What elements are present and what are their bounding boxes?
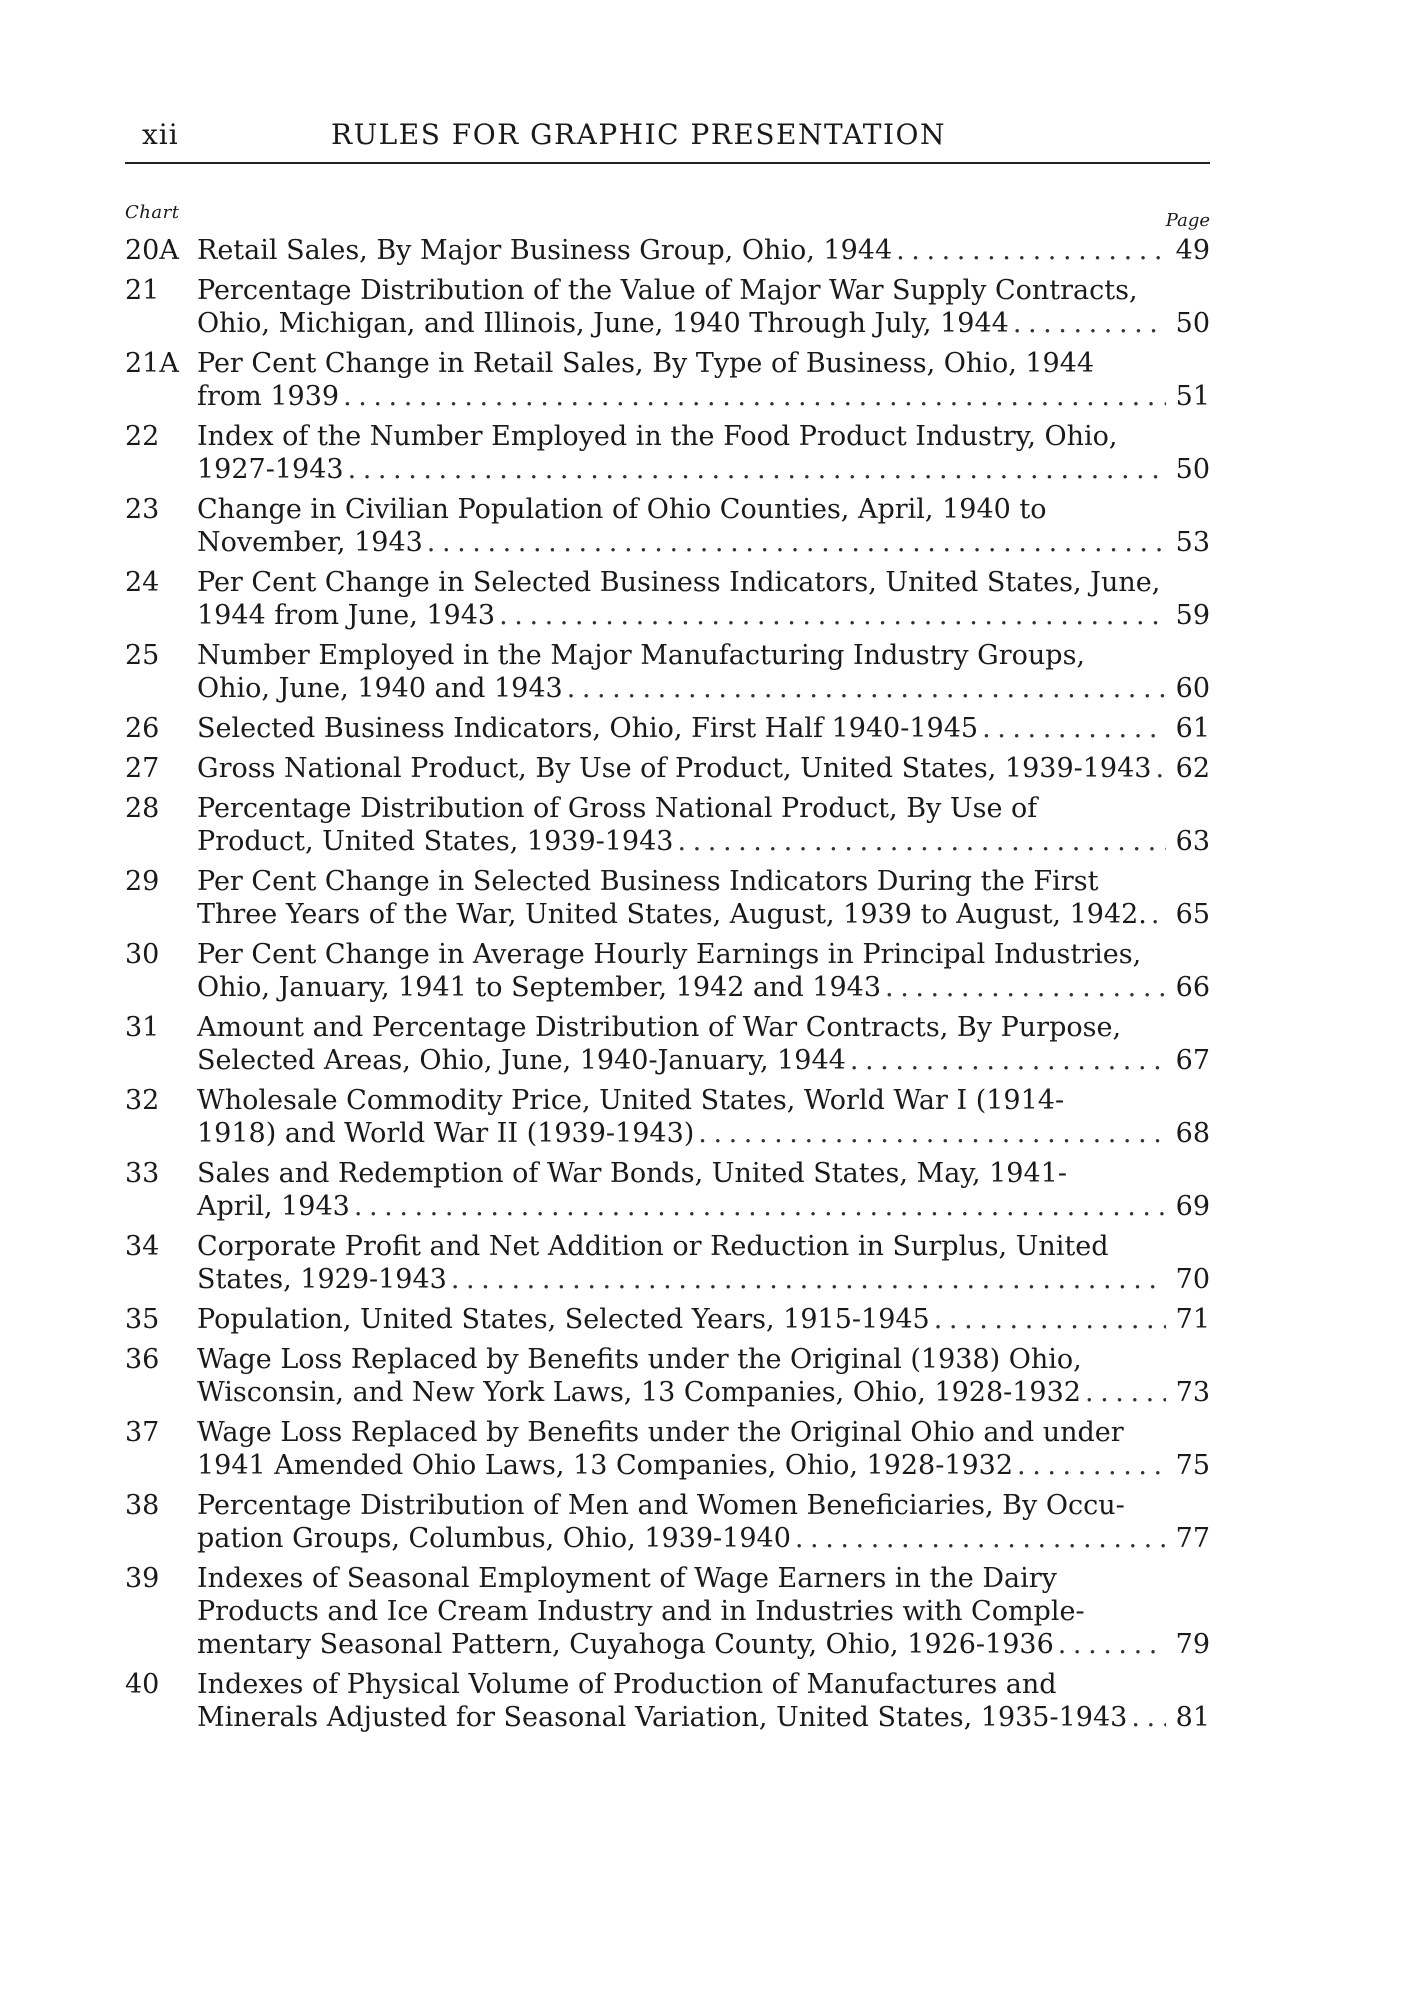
chart-title-text: Ohio, June, 1940 and 1943 xyxy=(197,673,563,704)
dot-leader xyxy=(563,672,1166,705)
chart-title-line: Indexes of Seasonal Employment of Wage Earners in the Dairy xyxy=(197,1563,1057,1594)
running-head-title: RULES FOR GRAPHIC PRESENTATION xyxy=(331,118,946,151)
chart-title-line xyxy=(197,1522,1166,1555)
column-headers xyxy=(125,198,1210,234)
list-item xyxy=(125,1230,1210,1296)
page-reference: 70 xyxy=(1175,1264,1210,1295)
chart-number: 40 xyxy=(125,1669,160,1700)
page-reference: 59 xyxy=(1175,600,1210,631)
list-item xyxy=(125,938,1210,1004)
chart-title-line xyxy=(197,752,1166,785)
list-item xyxy=(125,1084,1210,1150)
list-item xyxy=(125,1011,1210,1077)
dot-leader xyxy=(930,1303,1166,1336)
chart-title-line: Wholesale Commodity Price, United States, World War I (1914- xyxy=(197,1085,1065,1116)
chart-title-line: Per Cent Change in Retail Sales, By Type of Business, Ohio, 1944 xyxy=(197,348,1095,379)
dot-leader xyxy=(694,1117,1166,1150)
chart-number: 29 xyxy=(125,866,160,897)
chart-title-line: Sales and Redemption of War Bonds, United States, May, 1941- xyxy=(197,1158,1067,1189)
list-item xyxy=(125,1157,1210,1223)
dot-leader xyxy=(1009,307,1166,340)
chart-title-line xyxy=(197,1701,1166,1734)
chart-number: 21 xyxy=(125,275,160,306)
chart-number: 32 xyxy=(125,1085,160,1116)
chart-title-text: Selected Areas, Ohio, June, 1940-January, 1944 xyxy=(197,1045,846,1076)
dot-leader xyxy=(344,453,1166,486)
page-reference: 73 xyxy=(1175,1377,1210,1408)
chart-title-text: Product, United States, 1939-1943 xyxy=(197,826,674,857)
chart-title-line xyxy=(197,1117,1166,1150)
list-item xyxy=(125,493,1210,559)
page-number: xii xyxy=(142,118,179,151)
list-item xyxy=(125,1416,1210,1482)
list-item xyxy=(125,1303,1210,1336)
chart-title-text: Retail Sales, By Major Business Group, Ohio, 1944 xyxy=(197,235,893,266)
dot-leader xyxy=(1054,1628,1166,1661)
list-item xyxy=(125,1343,1210,1409)
chart-title-line: Wage Loss Replaced by Benefits under the Original Ohio and under xyxy=(197,1417,1124,1448)
chart-title-line xyxy=(197,971,1166,1004)
chart-number: 20A xyxy=(125,235,179,266)
chart-list xyxy=(125,234,1210,1734)
chart-title-text: Three Years of the War, United States, August, 1939 to August, 1942. xyxy=(197,899,1147,930)
chart-title-line: Percentage Distribution of Gross National Product, By Use of xyxy=(197,793,1038,824)
list-item xyxy=(125,792,1210,858)
page-reference: 49 xyxy=(1175,235,1210,266)
chart-number: 31 xyxy=(125,1012,160,1043)
chart-title-line: Products and Ice Cream Industry and in Industries with Comple- xyxy=(197,1596,1085,1627)
dot-leader xyxy=(846,1044,1166,1077)
list-item xyxy=(125,1562,1210,1661)
page-reference: 69 xyxy=(1175,1191,1210,1222)
chart-title-line xyxy=(197,453,1166,486)
list-item xyxy=(125,234,1210,267)
chart-title-line xyxy=(197,1303,1166,1336)
chart-number: 37 xyxy=(125,1417,160,1448)
chart-title-text: Wisconsin, and New York Laws, 13 Companies, Ohio, 1928-1932 xyxy=(197,1377,1081,1408)
list-item xyxy=(125,420,1210,486)
dot-leader xyxy=(881,971,1166,1004)
dot-leader xyxy=(673,825,1166,858)
page-reference: 67 xyxy=(1175,1045,1210,1076)
chart-title-line: Amount and Percentage Distribution of War Contracts, By Purpose, xyxy=(197,1012,1122,1043)
chart-title-text: Ohio, Michigan, and Illinois, June, 1940 Through July, 1944 xyxy=(197,308,1009,339)
chart-number: 27 xyxy=(125,753,160,784)
list-item xyxy=(125,712,1210,745)
chart-title-line: Per Cent Change in Average Hourly Earnings in Principal Industries, xyxy=(197,939,1142,970)
list-item xyxy=(125,1489,1210,1555)
dot-leader xyxy=(495,599,1166,632)
page-column-header: Page xyxy=(1165,210,1210,231)
page-reference: 66 xyxy=(1175,972,1210,1003)
chart-title-text: Minerals Adjusted for Seasonal Variation, United States, 1935-1943 xyxy=(197,1702,1128,1733)
chart-title-text: April, 1943 xyxy=(197,1191,350,1222)
page-reference: 60 xyxy=(1175,673,1210,704)
chart-title-line: Per Cent Change in Selected Business Indicators During the First xyxy=(197,866,1099,897)
chart-title-text: 1941 Amended Ohio Laws, 13 Companies, Ohio, 1928-1932 xyxy=(197,1450,1014,1481)
list-item xyxy=(125,865,1210,931)
chart-number: 30 xyxy=(125,939,160,970)
chart-number: 35 xyxy=(125,1304,160,1335)
chart-title-text: 1918) and World War II (1939-1943) xyxy=(197,1118,695,1149)
chart-title-text: mentary Seasonal Pattern, Cuyahoga County, Ohio, 1926-1936 xyxy=(197,1629,1054,1660)
chart-column-header: Chart xyxy=(125,202,180,223)
chart-number: 21A xyxy=(125,348,179,379)
chart-title-text: pation Groups, Columbus, Ohio, 1939-1940 xyxy=(197,1523,791,1554)
chart-number: 39 xyxy=(125,1563,160,1594)
page xyxy=(125,118,1210,1741)
dot-leader xyxy=(892,234,1166,267)
chart-number: 36 xyxy=(125,1344,160,1375)
chart-number: 38 xyxy=(125,1490,160,1521)
page-reference: 81 xyxy=(1175,1702,1210,1733)
list-item xyxy=(125,566,1210,632)
chart-number: 24 xyxy=(125,567,160,598)
page-reference: 65 xyxy=(1175,899,1210,930)
chart-number: 28 xyxy=(125,793,160,824)
chart-title-line: Index of the Number Employed in the Food Product Industry, Ohio, xyxy=(197,421,1118,452)
page-reference: 75 xyxy=(1175,1450,1210,1481)
chart-title-line xyxy=(197,672,1166,705)
chart-title-line xyxy=(197,1449,1166,1482)
chart-title-line: Percentage Distribution of Men and Women Beneficiaries, By Occu- xyxy=(197,1490,1125,1521)
chart-number: 33 xyxy=(125,1158,160,1189)
chart-title-text: States, 1929-1943 xyxy=(197,1264,447,1295)
chart-number: 25 xyxy=(125,640,160,671)
chart-number: 22 xyxy=(125,421,160,452)
dot-leader xyxy=(1147,898,1166,931)
chart-number: 23 xyxy=(125,494,160,525)
dot-leader xyxy=(1081,1376,1166,1409)
dot-leader xyxy=(1151,752,1166,785)
chart-title-line xyxy=(197,1628,1166,1661)
chart-title-text: Gross National Product, By Use of Product, United States, 1939-1943 xyxy=(197,753,1152,784)
page-reference: 79 xyxy=(1175,1629,1210,1660)
dot-leader xyxy=(339,380,1166,413)
chart-title-line xyxy=(197,307,1166,340)
chart-title-line xyxy=(197,1263,1166,1296)
chart-title-line: Percentage Distribution of the Value of Major War Supply Contracts, xyxy=(197,275,1138,306)
chart-title-text: Selected Business Indicators, Ohio, First Half 1940-1945 xyxy=(197,713,979,744)
list-item xyxy=(125,274,1210,340)
chart-title-text: Ohio, January, 1941 to September, 1942 and 1943 xyxy=(197,972,882,1003)
list-item xyxy=(125,639,1210,705)
chart-title-line xyxy=(197,898,1166,931)
chart-title-text: from 1939 xyxy=(197,381,340,412)
chart-number: 34 xyxy=(125,1231,160,1262)
chart-title-line xyxy=(197,825,1166,858)
chart-number: 26 xyxy=(125,713,160,744)
dot-leader xyxy=(978,712,1166,745)
dot-leader xyxy=(1127,1701,1166,1734)
page-reference: 62 xyxy=(1175,753,1210,784)
page-reference: 63 xyxy=(1175,826,1210,857)
page-reference: 77 xyxy=(1175,1523,1210,1554)
chart-title-line xyxy=(197,234,1166,267)
chart-title-text: 1927-1943 xyxy=(197,454,344,485)
page-reference: 61 xyxy=(1175,713,1210,744)
dot-leader xyxy=(791,1522,1166,1555)
chart-title-line: Number Employed in the Major Manufacturing Industry Groups, xyxy=(197,640,1086,671)
chart-title-line xyxy=(197,1190,1166,1223)
page-reference: 71 xyxy=(1175,1304,1210,1335)
dot-leader xyxy=(447,1263,1166,1296)
dot-leader xyxy=(1013,1449,1166,1482)
chart-title-line: Wage Loss Replaced by Benefits under the Original (1938) Ohio, xyxy=(197,1344,1082,1375)
list-item xyxy=(125,347,1210,413)
chart-title-text: Population, United States, Selected Years, 1915-1945 xyxy=(197,1304,930,1335)
chart-title-line xyxy=(197,1044,1166,1077)
chart-title-line xyxy=(197,380,1166,413)
chart-title-line xyxy=(197,1376,1166,1409)
chart-title-text: 1944 from June, 1943 xyxy=(197,600,496,631)
page-reference: 50 xyxy=(1175,454,1210,485)
running-head xyxy=(125,118,1210,164)
chart-title-text: November, 1943 xyxy=(197,527,423,558)
page-reference: 53 xyxy=(1175,527,1210,558)
chart-title-line: Corporate Profit and Net Addition or Reduction in Surplus, United xyxy=(197,1231,1109,1262)
chart-title-line xyxy=(197,712,1166,745)
page-reference: 50 xyxy=(1175,308,1210,339)
chart-title-line xyxy=(197,526,1166,559)
list-item xyxy=(125,752,1210,785)
chart-title-line xyxy=(197,599,1166,632)
chart-title-line: Indexes of Physical Volume of Production of Manufactures and xyxy=(197,1669,1057,1700)
dot-leader xyxy=(350,1190,1166,1223)
list-item xyxy=(125,1668,1210,1734)
dot-leader xyxy=(423,526,1166,559)
page-reference: 68 xyxy=(1175,1118,1210,1149)
chart-title-line: Per Cent Change in Selected Business Indicators, United States, June, xyxy=(197,567,1161,598)
page-reference: 51 xyxy=(1175,381,1210,412)
chart-title-line: Change in Civilian Population of Ohio Counties, April, 1940 to xyxy=(197,494,1047,525)
